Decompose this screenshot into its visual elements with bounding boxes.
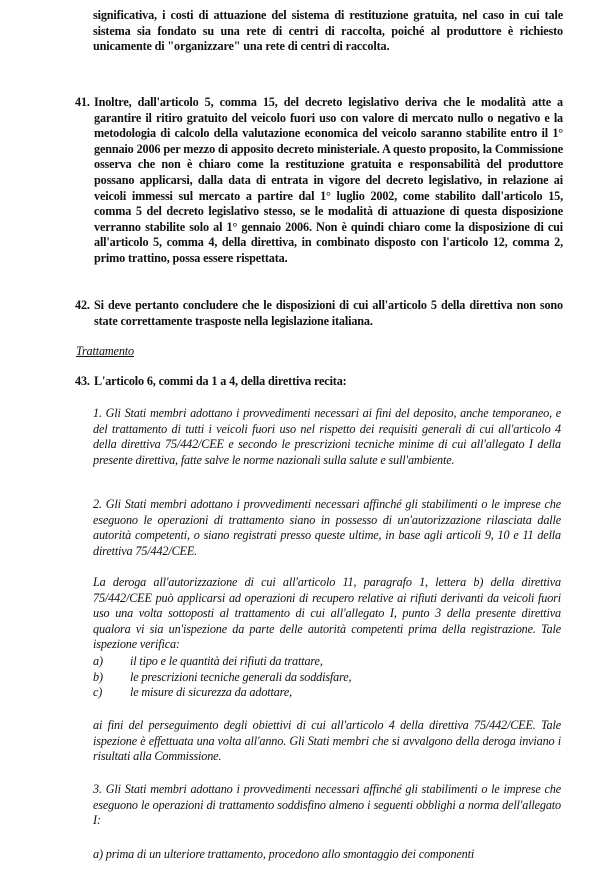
- list-marker: a): [93, 654, 103, 668]
- quoted-paragraph-3: La deroga all'autorizzazione di cui all'articolo 11, paragrafo 1, lettera b) della direttiva 75/442/CEE può applicarsi ad operazioni di recupero relative ai rifiuti derivanti da veicoli fuori uso una volta sottoposti al trattamento di cui all'allegato I, punto 3 della presente direttiva qualora vi sia un'ispezione da parte delle autorità competenti prima della registrazione. Tale ispezione verifica:: [93, 575, 561, 652]
- section-heading: Trattamento: [76, 344, 134, 358]
- intro-paragraph: significativa, i costi di attuazione del sistema di restituzione gratuita, nel caso in cui tale sistema sia fondato su una rete di centri di raccolta, poiché al produttore è richiesto unicamente di "organizzare" una rete di centri di raccolta.: [93, 8, 563, 54]
- quoted-paragraph-6: a) prima di un ulteriore trattamento, procedono allo smontaggio dei componenti: [93, 847, 475, 861]
- paragraph-41: [75, 95, 563, 267]
- paragraph-text: L'articolo 6, commi da 1 a 4, della direttiva recita:: [94, 374, 347, 388]
- quoted-paragraph-4: ai fini del perseguimento degli obiettivi di cui all'articolo 4 della direttiva 75/442/CEE. Tale ispezione è effettuata una volta all'anno. Gli Stati membri che si avvalgono della deroga inviano i risultati alla Commissione.: [93, 718, 561, 764]
- paragraph-text: Inoltre, dall'articolo 5, comma 15, del decreto legislativo deriva che le modalità atte a garantire il ritiro gratuito del veicolo fuori uso con valore di mercato nullo o negativo e la metodologia di calcolo della valutazione economica del veicolo saranno stabilite entro il 1° gennaio 2006 per mezzo di apposito decreto ministeriale. A questo proposito, la Commissione osserva che non è chiaro come la restituzione gratuita e responsabilità del produttore possano applicarsi, dalla data di entrata in vigore del decreto legislativo, in relazione ai veicoli immessi sul mercato a partire dal 1° luglio 2002, come stabilito dall'articolo 15, comma 5 del decreto legislativo stesso, se le modalità di attuazione di questa disposizione verranno stabilite solo al 1° gennaio 2006. Non è quindi chiaro come la disposizione di cui all'articolo 5, comma 4, della direttiva, in combinato disposto con l'articolo 12, comma 2, primo trattino, possa essere rispettata.: [94, 95, 563, 265]
- list-marker: c): [93, 685, 103, 700]
- list-item: [93, 685, 561, 701]
- list-text: il tipo e le quantità dei rifiuti da trattare,: [130, 654, 323, 668]
- list-item: [93, 654, 561, 670]
- paragraph-text: Si deve pertanto concludere che le disposizioni di cui all'articolo 5 della direttiva non sono state correttamente trasposte nella legislazione italiana.: [94, 298, 563, 328]
- quoted-paragraph-1: 1. Gli Stati membri adottano i provvedimenti necessari ai fini del deposito, anche temporaneo, e del trattamento di tutti i veicoli fuori uso nel rispetto dei requisiti generali di cui all'articolo 4 della direttiva 75/442/CEE e secondo le prescrizioni tecniche minime di cui all'allegato I della presente direttiva, fatte salve le norme nazionali sulla salute e sull'ambiente.: [93, 406, 561, 467]
- list-text: le misure di sicurezza da adottare,: [130, 685, 292, 700]
- list-text: le prescrizioni tecniche generali da soddisfare,: [130, 669, 352, 684]
- list-marker: b): [93, 669, 103, 684]
- list-item: [93, 670, 561, 686]
- verification-list: [93, 654, 561, 701]
- quoted-paragraph-2: 2. Gli Stati membri adottano i provvedimenti necessari affinché gli stabilimenti o le imprese che eseguono le operazioni di trattamento siano in possesso di un'autorizzazione rilasciata dalle autorità competenti, o siano registrati presso queste ultime, in base agli articoli 9, 10 e 11 della direttiva 75/442/CEE.: [93, 497, 561, 558]
- paragraph-number: 43.: [75, 374, 90, 388]
- quoted-paragraph-5: 3. Gli Stati membri adottano i provvedimenti necessari affinché gli stabilimenti o le imprese che eseguono le operazioni di trattamento soddisfino almeno i seguenti obblighi a norma dell'allegato I:: [93, 782, 561, 828]
- paragraph-42: [75, 298, 563, 329]
- paragraph-number: 41.: [75, 95, 90, 109]
- paragraph-number: 42.: [75, 298, 90, 312]
- paragraph-43: [75, 374, 563, 390]
